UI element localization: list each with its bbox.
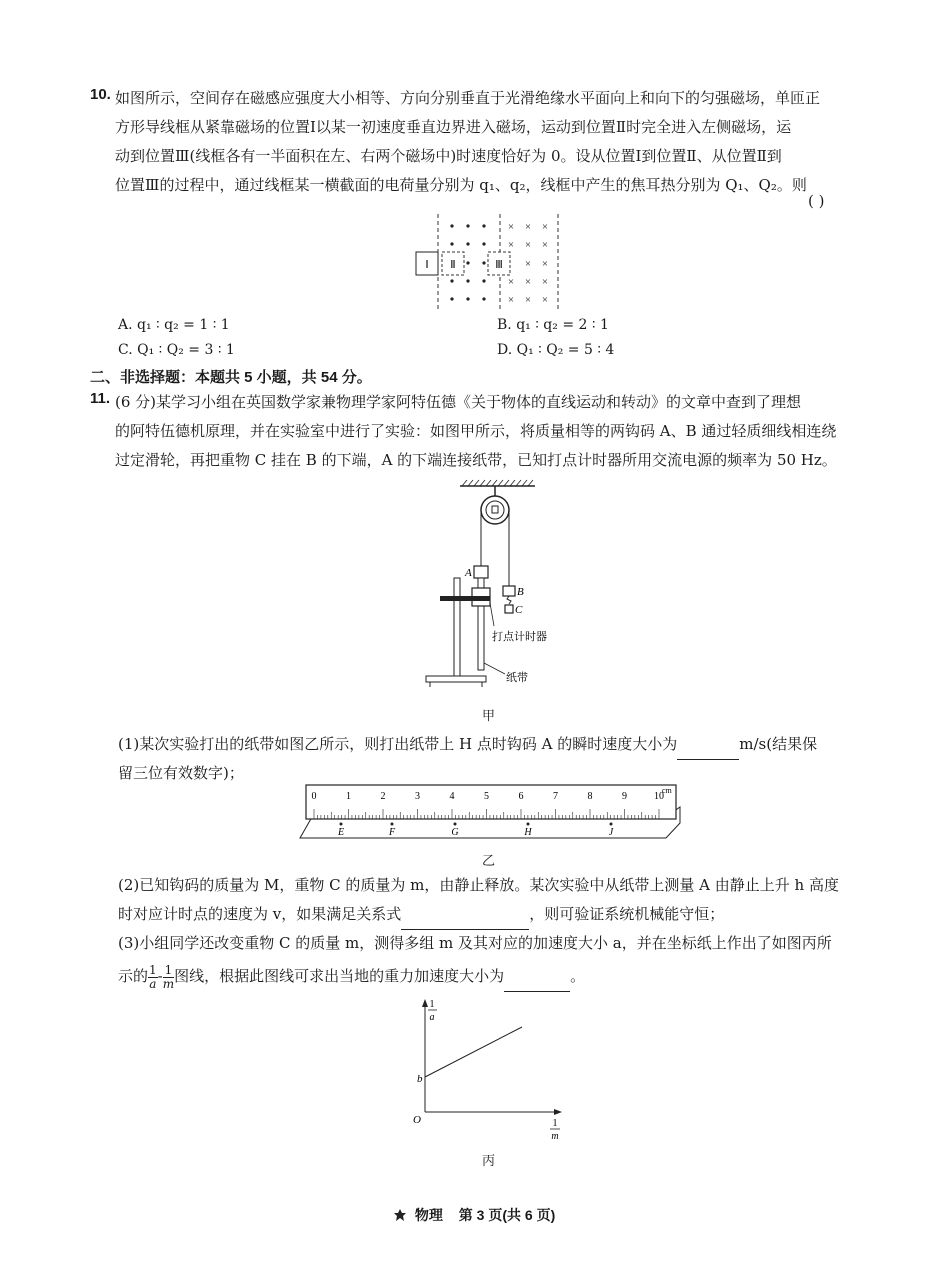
svg-text:×: × — [524, 258, 532, 270]
footer-logo-icon — [393, 1208, 407, 1222]
svg-text:×: × — [541, 221, 549, 233]
svg-text:×: × — [541, 239, 549, 251]
magnetic-field-figure — [410, 212, 570, 314]
section-heading: 二、非选择题：本题共 5 小题，共 54 分。 — [90, 369, 372, 386]
sub-question-1 — [118, 730, 863, 760]
x-axis-numerator: 1 — [552, 1118, 558, 1129]
q11-line-1: (6 分)某学习小组在英国数学家兼物理学家阿特伍德《关于物体的直线运动和转动》的文章中查到了理想 — [115, 393, 802, 411]
answer-blank-3[interactable] — [504, 962, 570, 992]
footer-subject: 物理 — [414, 1207, 443, 1223]
sub3-text-c: 图线，根据此图线可求出当地的重力加速度大小为 — [174, 967, 505, 985]
question-10-stem — [115, 84, 860, 200]
figure-jia-caption: 甲 — [482, 709, 496, 724]
svg-text:×: × — [524, 239, 532, 251]
point-h-label: H — [524, 827, 532, 838]
question-11-number: 11. — [90, 390, 111, 407]
svg-text:×: × — [507, 294, 515, 306]
option-d: D. Q₁ ∶ Q₂ = 5 ∶ 4 — [497, 342, 615, 358]
svg-text:×: × — [507, 239, 515, 251]
fraction-dash: - — [157, 967, 163, 985]
ruler-number-label: 10 — [654, 791, 664, 802]
q10-line-1: 如图所示，空间存在磁感应强度大小相等、方向分别垂直于光滑绝缘水平面向上和向下的匀强磁场，单匝正 — [115, 89, 821, 107]
sub3-text-d: 。 — [570, 967, 586, 985]
fraction-one-over-a: $\frac{1}{a}$ — [149, 962, 157, 991]
ruler-number-label: 2 — [380, 791, 386, 802]
sub2-text-c: ，则可验证系统机械能守恒； — [529, 905, 725, 923]
svg-text:×: × — [541, 276, 549, 288]
sub1-text-c: 留三位有效数字)； — [118, 764, 244, 782]
block-a-label: A — [465, 567, 472, 579]
intercept-label: b — [417, 1073, 423, 1085]
position-II-label: Ⅱ — [450, 259, 456, 271]
svg-text:×: × — [524, 221, 532, 233]
sub-question-2 — [118, 871, 863, 930]
point-e-label: E — [337, 827, 345, 838]
sub1-text-a: (1)某次实验打出的纸带如图乙所示，则打出纸带上 H 点时钩码 A 的瞬时速度大小为 — [118, 735, 678, 753]
page-footer — [393, 1205, 555, 1225]
ruler-number-label: 3 — [415, 791, 420, 802]
atwood-machine-figure — [410, 478, 580, 693]
sub3-text-a: (3)小组同学还改变重物 C 的质量 m，测得多组 m 及其对应的加速度大小 a，并在坐标纸上作出了如图丙所 — [118, 934, 832, 952]
ruler-number-label: 6 — [518, 791, 524, 802]
svg-text:×: × — [507, 276, 515, 288]
answer-blank-2[interactable] — [401, 900, 529, 930]
sub-question-3 — [118, 929, 863, 992]
y-axis-denominator: a — [429, 1012, 435, 1023]
svg-text:×: × — [541, 258, 549, 270]
timer-label: 打点计时器 — [492, 631, 547, 643]
position-III-label: Ⅲ — [495, 259, 503, 271]
sub2-text-b: 时对应计时点的速度为 v，如果满足关系式 — [118, 905, 402, 923]
point-j-label: J — [608, 827, 614, 838]
weight-c-label: C — [515, 604, 523, 616]
question-10-number: 10. — [90, 86, 111, 103]
q10-line-4: 位置Ⅲ的过程中，通过线框某一横截面的电荷量分别为 q₁、q₂，线框中产生的焦耳热分别为 Q₁、Q₂。则 — [115, 176, 807, 194]
sub1-text-b: m/s(结果保 — [739, 735, 818, 753]
q10-line-2: 方形导线框从紧靠磁场的位置Ⅰ以某一初速度垂直边界进入磁场，运动到位置Ⅱ时完全进入左侧磁场，运 — [115, 118, 792, 136]
sub3-text-b: 示的 — [118, 967, 149, 985]
inverse-graph-figure — [405, 995, 575, 1145]
option-a: A. q₁ ∶ q₂ = 1 ∶ 1 — [118, 317, 230, 333]
question-11-stem — [115, 388, 860, 475]
ruler-number-label: 4 — [449, 791, 455, 802]
option-c: C. Q₁ ∶ Q₂ = 3 ∶ 1 — [118, 342, 235, 358]
position-I-label: Ⅰ — [425, 259, 429, 271]
ruler-number-label: 9 — [622, 791, 627, 802]
ruler-number-label: 1 — [346, 791, 351, 802]
point-f-label: F — [388, 827, 396, 838]
origin-label: O — [413, 1114, 421, 1126]
footer-page-number: 第 3 页(共 6 页) — [458, 1207, 556, 1223]
figure-bing-caption: 丙 — [482, 1154, 496, 1169]
ruler-unit-label: cm — [662, 786, 672, 795]
answer-parenthesis: ( ) — [808, 192, 825, 210]
svg-text:×: × — [541, 294, 549, 306]
q11-line-3: 过定滑轮，再把重物 C 挂在 B 的下端，A 的下端连接纸带，已知打点计时器所用交流电源的频率为 50 Hz。 — [115, 451, 837, 469]
option-b: B. q₁ ∶ q₂ = 2 ∶ 1 — [497, 317, 609, 333]
x-axis-denominator: m — [551, 1131, 559, 1142]
sub2-text-a: (2)已知钩码的质量为 M，重物 C 的质量为 m，由静止释放。某次实验中从纸带上测量 A 由静止上升 h 高度 — [118, 876, 839, 894]
block-b-label: B — [517, 586, 524, 598]
y-axis-numerator: 1 — [429, 999, 435, 1010]
ruler-number-label: 0 — [311, 791, 317, 802]
svg-text:×: × — [524, 276, 532, 288]
ruler-number-label: 7 — [553, 791, 558, 802]
ruler-number-label: 5 — [484, 791, 489, 802]
ruler-number-label: 8 — [587, 791, 593, 802]
q10-line-3: 动到位置Ⅲ(线框各有一半面积在左、右两个磁场中)时速度恰好为 0。设从位置Ⅰ到位置Ⅱ、从位置Ⅱ到 — [115, 147, 782, 165]
figure-yi-caption: 乙 — [482, 854, 496, 869]
q11-line-2: 的阿特伍德机原理，并在实验室中进行了实验：如图甲所示，将质量相等的两钩码 A、B 通过轻质细线相连绕 — [115, 422, 837, 440]
fraction-one-over-m: $\frac{1}{m}$ — [162, 962, 175, 991]
tape-label: 纸带 — [506, 672, 528, 684]
answer-blank-1[interactable] — [677, 730, 739, 760]
svg-text:×: × — [524, 294, 532, 306]
svg-text:×: × — [507, 221, 515, 233]
point-g-label: G — [451, 827, 459, 838]
ruler-tape-figure — [298, 783, 683, 843]
